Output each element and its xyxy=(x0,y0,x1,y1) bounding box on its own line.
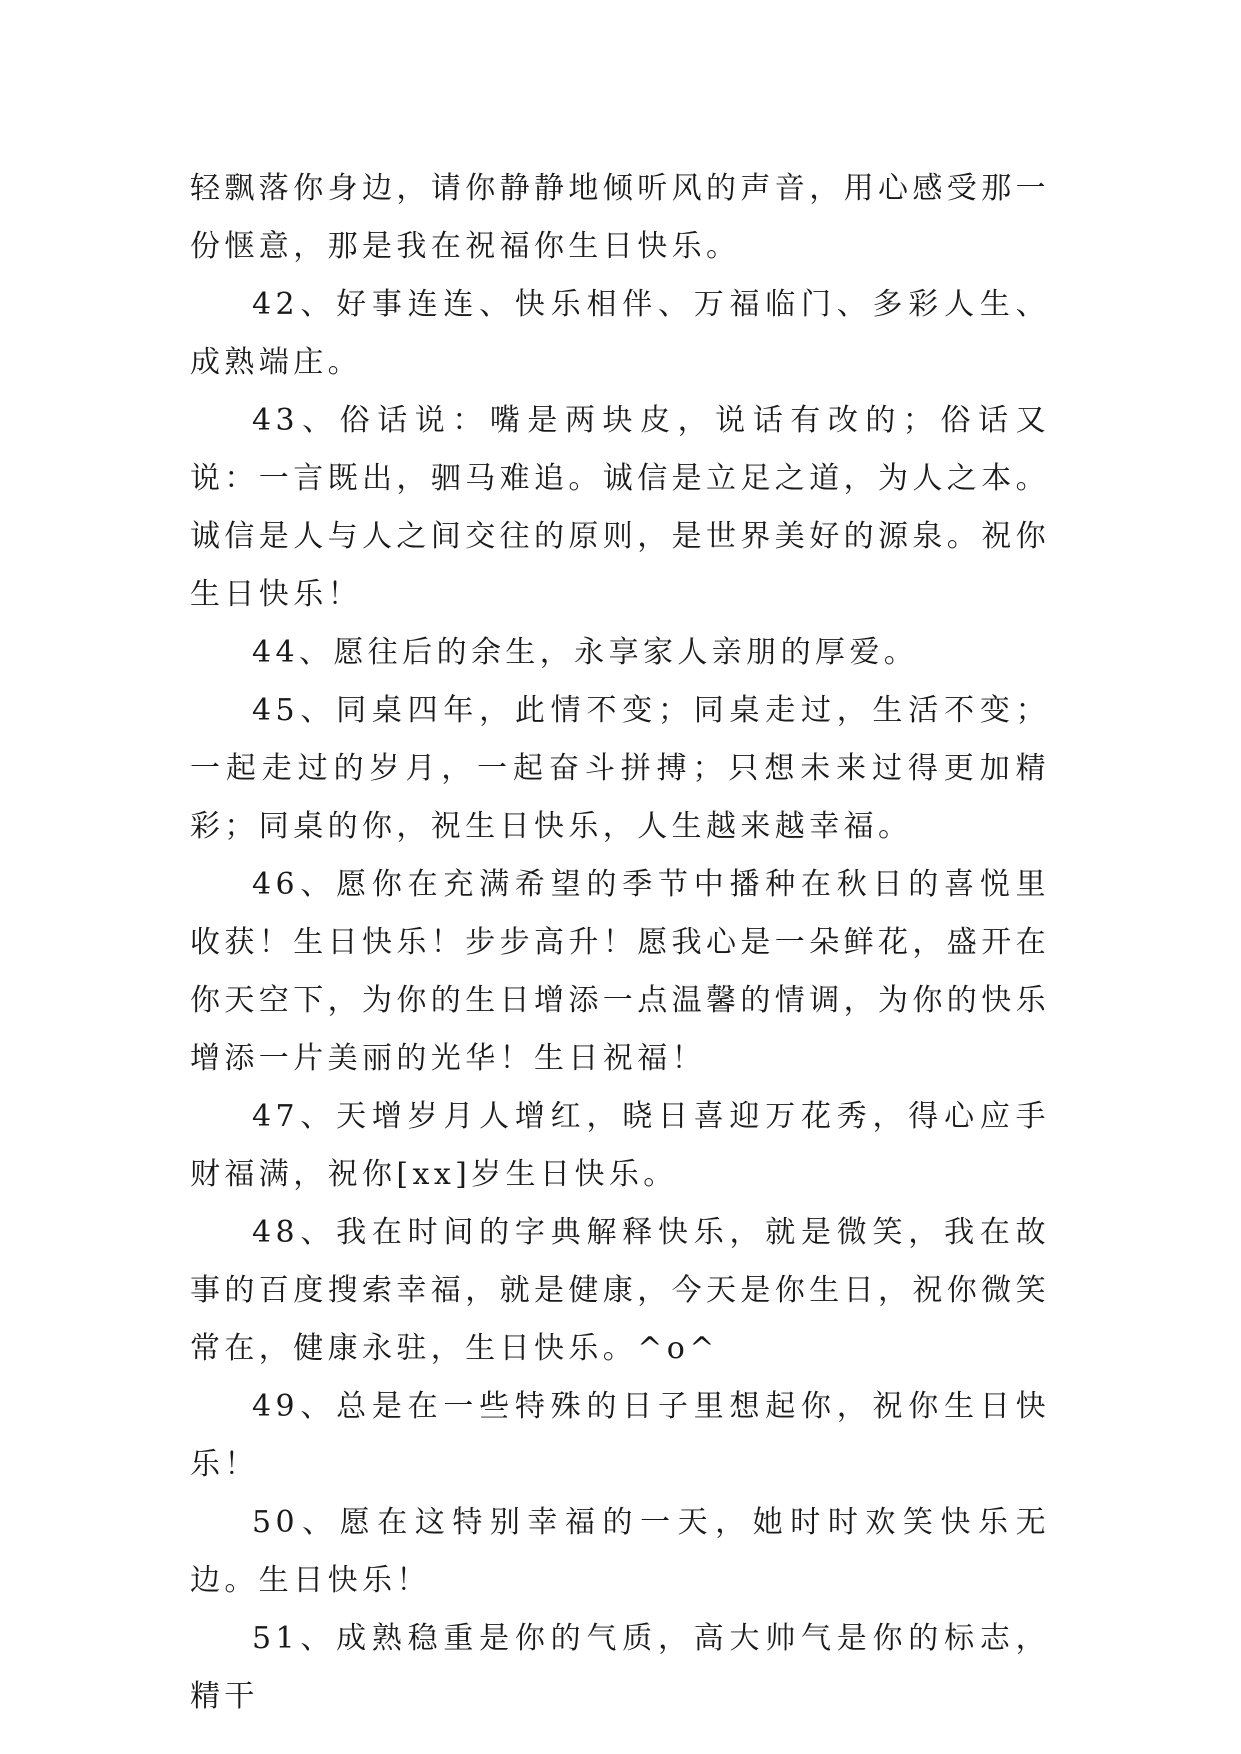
document-body xyxy=(190,160,1050,1726)
paragraph-45: 45、同桌四年，此情不变；同桌走过，生活不变；一起走过的岁月，一起奋斗拼搏；只想未来过得更加精彩；同桌的你，祝生日快乐，人生越来越幸福。 xyxy=(190,693,1050,844)
paragraph-51: 51、成熟稳重是你的气质，高大帅气是你的标志，精干 xyxy=(190,1621,1050,1714)
paragraph-46: 46、愿你在充满希望的季节中播种在秋日的喜悦里收获！生日快乐！步步高升！愿我心是一朵鲜花，盛开在你天空下，为你的生日增添一点温馨的情调，为你的快乐增添一片美丽的光华！生日祝福！ xyxy=(190,867,1050,1076)
paragraph-43: 43、俗话说：嘴是两块皮，说话有改的；俗话又说：一言既出，驷马难追。诚信是立足之道，为人之本。诚信是人与人之间交往的原则，是世界美好的源泉。祝你生日快乐！ xyxy=(190,403,1050,612)
paragraph-50: 50、愿在这特别幸福的一天，她时时欢笑快乐无边。生日快乐！ xyxy=(190,1505,1050,1598)
paragraph-41-continuation: 轻飘落你身边，请你静静地倾听风的声音，用心感受那一份惬意，那是我在祝福你生日快乐。 xyxy=(190,171,1050,264)
paragraph-42: 42、好事连连、快乐相伴、万福临门、多彩人生、成熟端庄。 xyxy=(190,287,1050,380)
paragraph-48: 48、我在时间的字典解释快乐，就是微笑，我在故事的百度搜索幸福，就是健康，今天是你生日，祝你微笑常在，健康永驻，生日快乐。^o^ xyxy=(190,1215,1050,1366)
paragraph-49: 49、总是在一些特殊的日子里想起你，祝你生日快乐！ xyxy=(190,1389,1050,1482)
paragraph-47: 47、天增岁月人增红，晓日喜迎万花秀，得心应手财福满，祝你[xx]岁生日快乐。 xyxy=(190,1099,1050,1192)
paragraph-44: 44、愿往后的余生，永享家人亲朋的厚爱。 xyxy=(252,635,919,670)
